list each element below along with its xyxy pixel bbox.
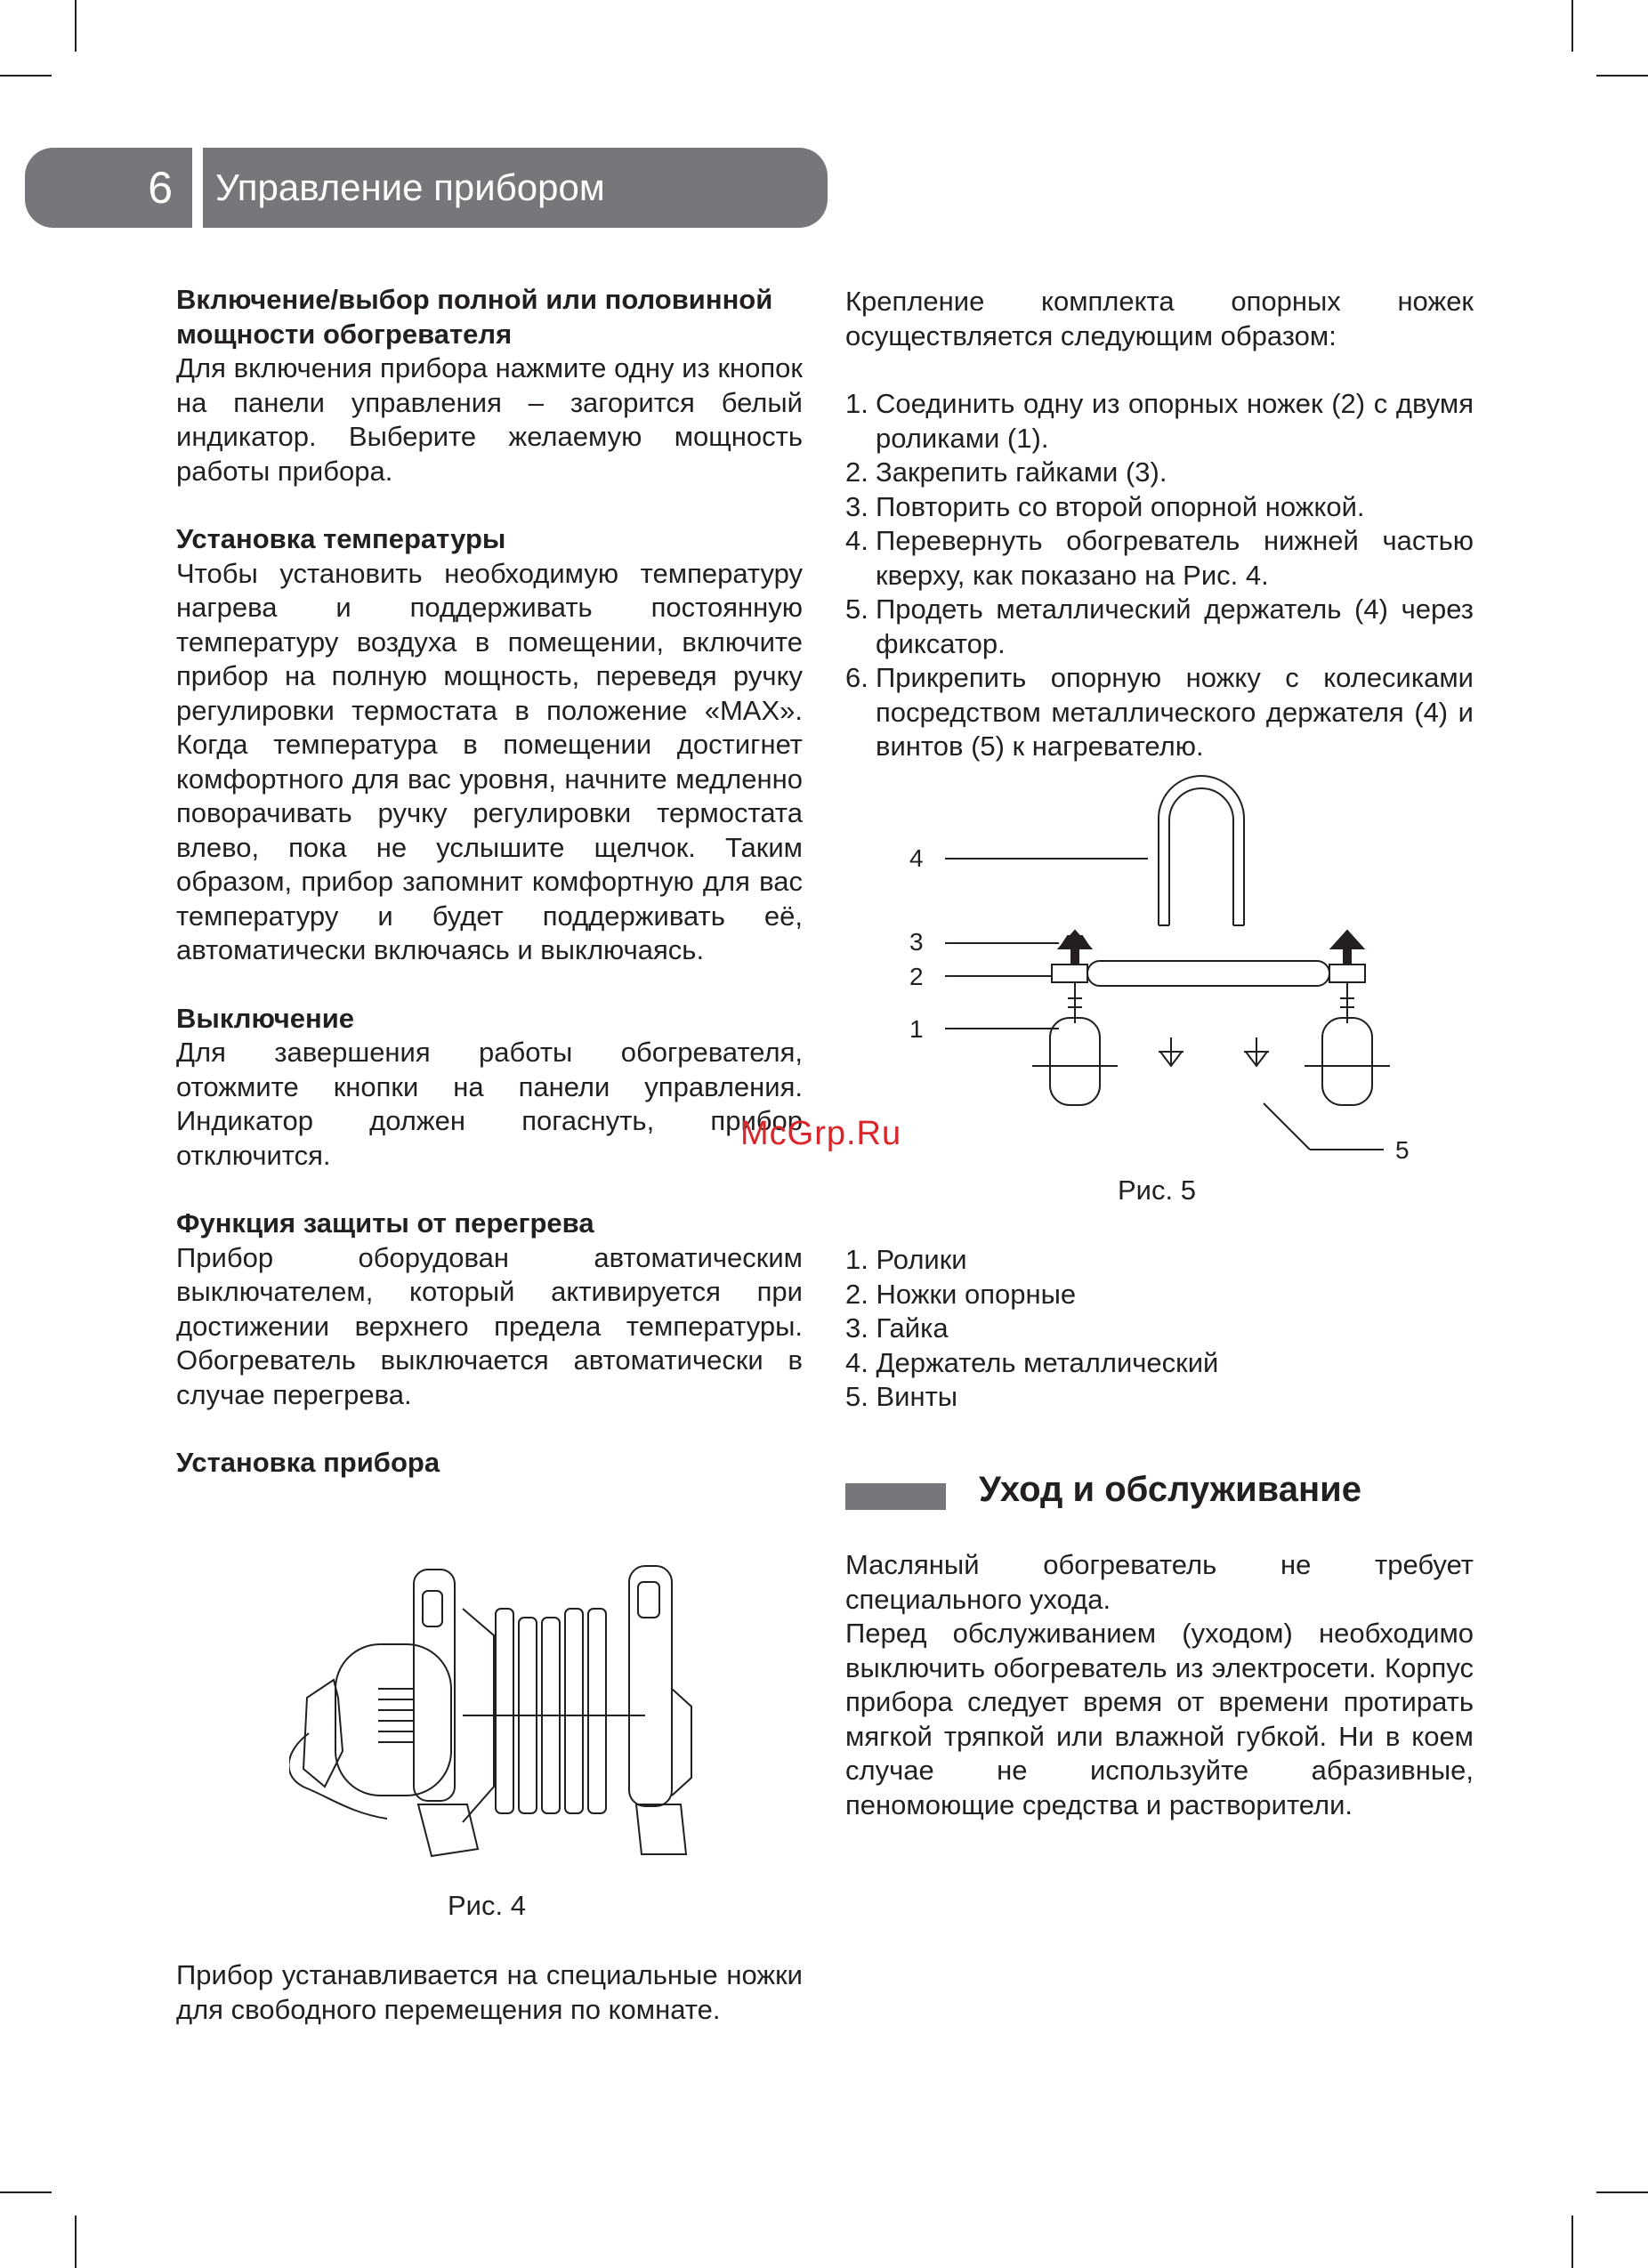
crop-mark xyxy=(1571,0,1573,52)
crop-mark xyxy=(1596,2191,1648,2193)
section-heading-care: Уход и обслуживание xyxy=(979,1470,1361,1509)
section-marker-bar xyxy=(845,1483,946,1510)
list-item: 5. Продеть металлический держатель (4) через фиксатор. xyxy=(845,593,1474,659)
page-number: 6 xyxy=(25,148,192,228)
crop-mark xyxy=(0,2191,52,2193)
crop-mark xyxy=(1596,75,1648,77)
paragraph: Чтобы установить необходимую температуру нагрева и поддерживать постоянную температуру воздуха в помещении, включите прибор на полную мощность, переведя ручку регулировки термостата в положение «MAX». Когда температура в помещении достигнет комфортного для вас уровня, начните медленно поворачивать ручку регулировки термостата влево, пока не услышите щелчок. Таким образом, прибор запомнит комфортную для вас температуру и будет поддерживать её, автоматически включаясь и выключаясь. xyxy=(176,557,803,965)
list-item: 3. Гайка xyxy=(845,1312,949,1344)
parts-list xyxy=(845,1243,1474,1415)
callout-label: 4 xyxy=(909,844,924,872)
list-item: 2. Закрепить гайками (3). xyxy=(845,456,1167,488)
crop-mark xyxy=(75,0,77,52)
section-heading: Выключение xyxy=(176,1002,355,1034)
paragraph: Прибор устанавливается на специальные ножки для свободного перемещения по комнате. xyxy=(176,1959,803,2025)
paragraph: Крепление комплекта опорных ножек осуществляется следующим образом: xyxy=(845,286,1474,351)
list-item: 2. Ножки опорные xyxy=(845,1278,1077,1310)
paragraph: Для завершения работы обогревателя, отожмите кнопки на панели управления. Индикатор должен погаснуть, прибор отключится. xyxy=(176,1037,803,1171)
list-item: 1. Соединить одну из опорных ножек (2) с двумя роликами (1). xyxy=(845,388,1474,454)
figure-4-heater-illustration xyxy=(289,1555,699,1867)
list-item: 1. Ролики xyxy=(845,1244,967,1275)
watermark: McGrp.Ru xyxy=(740,1115,902,1152)
figure-4-caption: Рис. 4 xyxy=(448,1890,526,1921)
crop-mark xyxy=(0,75,52,77)
list-item: 6. Прикрепить опорную ножку с колесиками посредством металлического держателя (4) и винтов (5) к нагревателю. xyxy=(845,662,1474,762)
left-column-bottom xyxy=(176,1958,803,2027)
care-text xyxy=(845,1548,1474,1822)
crop-mark xyxy=(75,2216,77,2268)
list-item: 4. Держатель металлический xyxy=(845,1346,1219,1378)
list-item: 3. Повторить со второй опорной ножкой. xyxy=(845,490,1365,522)
callout-label: 5 xyxy=(1395,1136,1410,1164)
section-heading: Установка прибора xyxy=(176,1447,440,1478)
page-title: Управление прибором xyxy=(203,148,828,228)
left-column xyxy=(176,283,803,1481)
section-heading: Включение/выбор полной или половинной мощности обогревателя xyxy=(176,284,773,350)
callout-label: 3 xyxy=(909,928,924,956)
list-item: 4. Перевернуть обогреватель нижней частью кверху, как показано на Рис. 4. xyxy=(845,525,1474,591)
callout-label: 1 xyxy=(909,1015,924,1043)
list-item: 5. Винты xyxy=(845,1381,958,1412)
paragraph: Масляный обогреватель не требует специального ухода. xyxy=(845,1549,1474,1615)
paragraph: Прибор оборудован автоматическим выключателем, который активируется при достижении верхнего предела температуры. Обогреватель выключается автоматически в случае перегрева. xyxy=(176,1241,803,1410)
section-heading: Установка температуры xyxy=(176,523,506,554)
figure-5-leg-assembly-diagram xyxy=(899,765,1442,1166)
section-heading: Функция защиты от перегрева xyxy=(176,1207,594,1239)
assembly-steps xyxy=(845,387,1474,764)
crop-mark xyxy=(1571,2216,1573,2268)
callout-label: 2 xyxy=(909,963,924,990)
figure-5-caption: Рис. 5 xyxy=(1118,1174,1196,1206)
right-column xyxy=(845,285,1474,764)
paragraph: Для включения прибора нажмите одну из кнопок на панели управления – загорится белый индикатор. Выберите желаемую мощность работы прибора. xyxy=(176,352,803,487)
paragraph: Перед обслуживанием (уходом) необходимо выключить обогреватель из электросети. Корпус прибора следует время от времени протирать мягкой тряпкой или влажной губкой. Ни в коем случае не используйте абразивные, пеномоющие средства и растворители. xyxy=(845,1618,1474,1820)
